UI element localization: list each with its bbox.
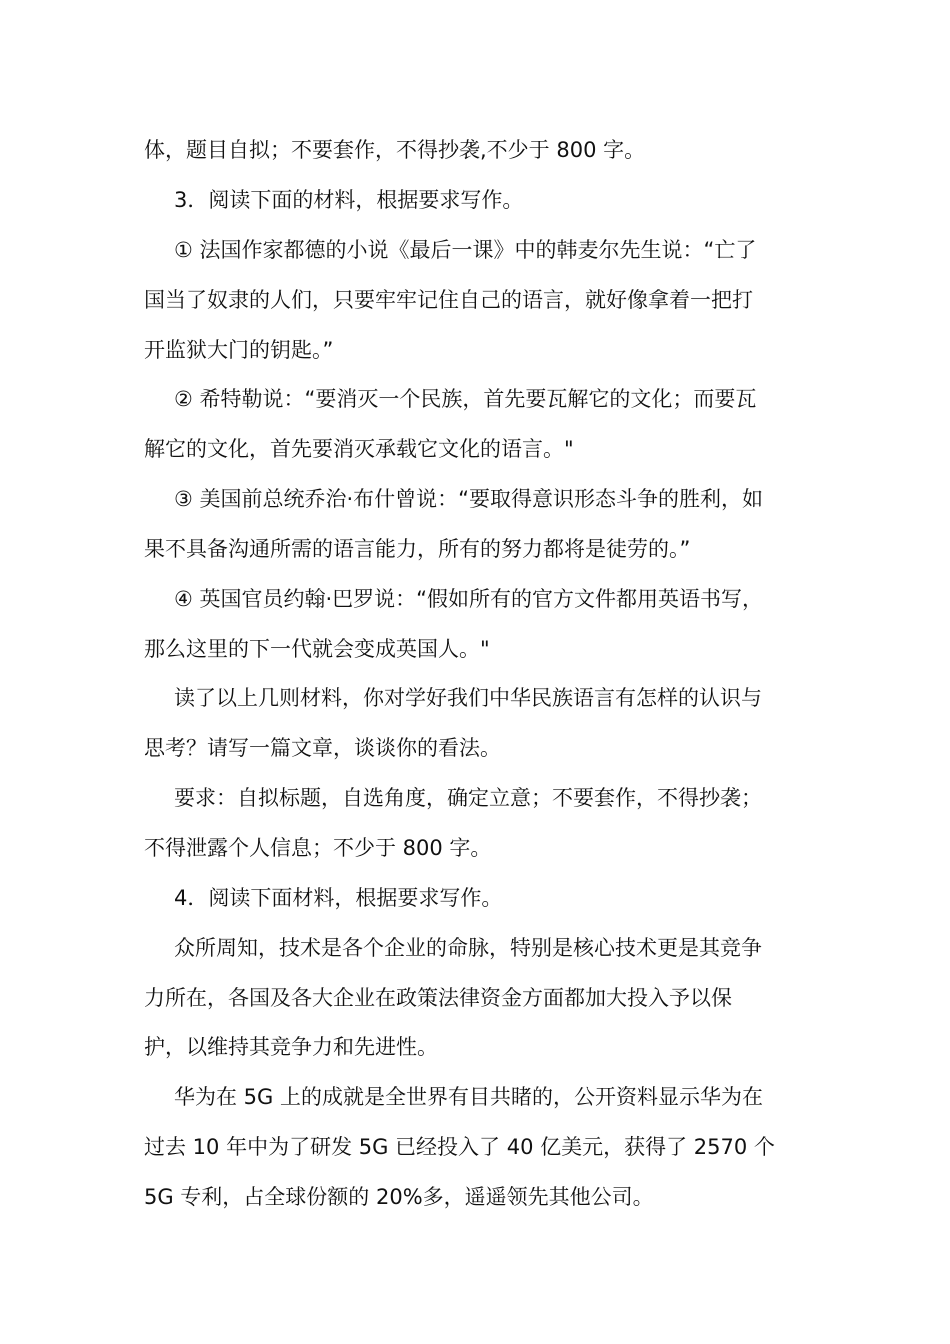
text-line: 那么这里的下一代就会变成英国人。": [144, 637, 490, 661]
text-line: ① 法国作家都德的小说《最后一课》中的韩麦尔先生说：“亡了: [174, 238, 757, 262]
text-line: 力所在，各国及各大企业在政策法律资金方面都加大投入予以保: [144, 986, 732, 1010]
text-line: 不得泄露个人信息；不少于 800 字。: [144, 836, 492, 860]
text-line: 思考？请写一篇文章，谈谈你的看法。: [144, 736, 501, 760]
question-heading: 3．阅读下面的材料，根据要求写作。: [174, 188, 524, 212]
text-line: ③ 美国前总统乔治·布什曾说：“要取得意识形态斗争的胜利，如: [174, 487, 764, 511]
text-line: 开监狱大门的钥匙。”: [144, 338, 334, 362]
text-line: 过去 10 年中为了研发 5G 已经投入了 40 亿美元，获得了 2570 个: [144, 1135, 775, 1159]
text-line: 护，以维持其竞争力和先进性。: [144, 1035, 438, 1059]
text-line: 体，题目自拟；不要套作，不得抄袭,不少于 800 字。: [144, 138, 646, 162]
text-line: 读了以上几则材料，你对学好我们中华民族语言有怎样的认识与: [174, 686, 762, 710]
text-line: ② 希特勒说：“要消灭一个民族，首先要瓦解它的文化；而要瓦: [174, 387, 757, 411]
question-heading: 4．阅读下面材料，根据要求写作。: [174, 886, 503, 910]
text-line: 解它的文化，首先要消灭承载它文化的语言。": [144, 437, 574, 461]
text-line: 5G 专利，占全球份额的 20%多，遥遥领先其他公司。: [144, 1185, 654, 1209]
text-line: 要求：自拟标题，自选角度，确定立意；不要套作，不得抄袭；: [174, 786, 762, 810]
text-line: ④ 英国官员约翰·巴罗说：“假如所有的官方文件都用英语书写，: [174, 587, 764, 611]
text-line: 果不具备沟通所需的语言能力，所有的努力都将是徒劳的。”: [144, 537, 691, 561]
text-line: 华为在 5G 上的成就是全世界有目共睹的，公开资料显示华为在: [174, 1085, 763, 1109]
text-line: 众所周知，技术是各个企业的命脉，特别是核心技术更是其竞争: [174, 936, 762, 960]
text-line: 国当了奴隶的人们，只要牢牢记住自己的语言，就好像拿着一把打: [144, 288, 753, 312]
